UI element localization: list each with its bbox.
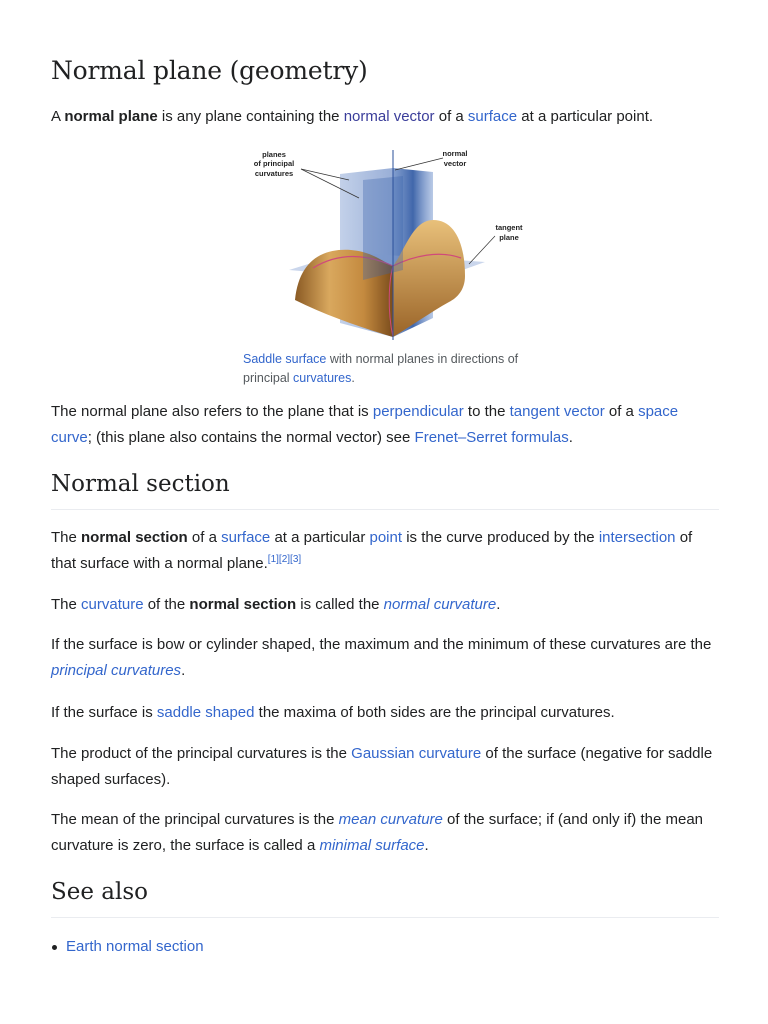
link-perpendicular[interactable]: perpendicular xyxy=(372,403,464,420)
normal-section-paragraph: The normal section of a surface at a particular point is the curve produced by the intersection of that surface with a normal plane.[1][2][3] xyxy=(51,529,693,572)
citations xyxy=(268,554,301,565)
normal-plane-paragraph: The normal plane also refers to the plane that is perpendicular to the tangent vector of a space curve; (this plane also contains the normal vector) see Frenet–Serret formulas. xyxy=(51,403,679,446)
link-saddle-shaped[interactable]: saddle shaped xyxy=(156,704,255,721)
leader-line-normal xyxy=(395,158,443,170)
label-tangent-1: tangent xyxy=(495,223,523,232)
mean-curvature-paragraph: The mean of the principal curvatures is the mean curvature of the surface; if (and only if) the mean curvature is zero, the surface is called a minimal surface. xyxy=(51,811,704,854)
link-space-curve[interactable]: space curve xyxy=(51,403,679,446)
label-planes-2: of principal xyxy=(253,159,295,168)
citation-2[interactable]: [2] xyxy=(278,554,291,565)
link-saddle-surface[interactable]: Saddle surface xyxy=(243,352,327,366)
normal-plane-front xyxy=(363,176,403,280)
page-title: Normal plane (geometry) xyxy=(51,56,368,85)
link-normal-curvature[interactable]: normal curvature xyxy=(383,596,497,613)
link-intersection[interactable]: intersection xyxy=(598,529,676,546)
leader-line-tangent xyxy=(469,236,495,264)
link-curvatures[interactable]: curvatures xyxy=(293,371,352,385)
intro-paragraph: A normal plane is any plane containing the normal vector of a surface at a particular point. xyxy=(51,108,654,125)
curvature-paragraph: The curvature of the normal section is called the normal curvature. xyxy=(51,596,501,613)
link-gaussian-curvature[interactable]: Gaussian curvature xyxy=(351,745,482,762)
bow-cylinder-paragraph: If the surface is bow or cylinder shaped, the maximum and the minimum of these curvatures are the principal curvatures. xyxy=(51,636,712,679)
link-curvature[interactable]: curvature xyxy=(81,596,144,613)
label-normal-1: normal xyxy=(442,149,468,158)
link-point[interactable]: point xyxy=(369,529,403,546)
label-planes-1: planes xyxy=(262,150,286,159)
link-surface-2[interactable]: surface xyxy=(221,529,271,546)
link-mean-curvature[interactable]: mean curvature xyxy=(338,811,443,828)
link-earth-normal-section[interactable]: Earth normal section xyxy=(66,938,204,955)
link-minimal-surface[interactable]: minimal surface xyxy=(319,837,425,854)
saddle-paragraph: If the surface is saddle shaped the maxima of both sides are the principal curvatures. xyxy=(51,704,615,721)
label-tangent-2: plane xyxy=(499,233,519,242)
see-also-list xyxy=(51,934,204,960)
link-tangent-vector[interactable]: tangent vector xyxy=(509,403,605,420)
link-surface[interactable]: surface xyxy=(467,108,518,125)
list-item xyxy=(51,934,204,960)
link-frenet-serret[interactable]: Frenet–Serret formulas xyxy=(414,429,569,446)
citation-1[interactable]: [1] xyxy=(267,554,279,565)
link-normal-vector[interactable]: normal vector xyxy=(343,108,435,125)
gaussian-paragraph: The product of the principal curvatures is the Gaussian curvature of the surface (negative for saddle shaped surfaces). xyxy=(51,745,713,788)
figure-caption: Saddle surface with normal planes in directions of principal curvatures. xyxy=(243,352,519,385)
section-heading-see-also: See also xyxy=(51,879,719,918)
link-principal-curvatures[interactable]: principal curvatures xyxy=(51,662,182,679)
citation-3[interactable]: [3] xyxy=(290,554,302,565)
label-normal-2: vector xyxy=(443,159,467,168)
label-planes-3: curvatures xyxy=(254,169,294,178)
saddle-surface-image[interactable] xyxy=(243,140,533,345)
section-heading-normal-section: Normal section xyxy=(51,471,719,510)
